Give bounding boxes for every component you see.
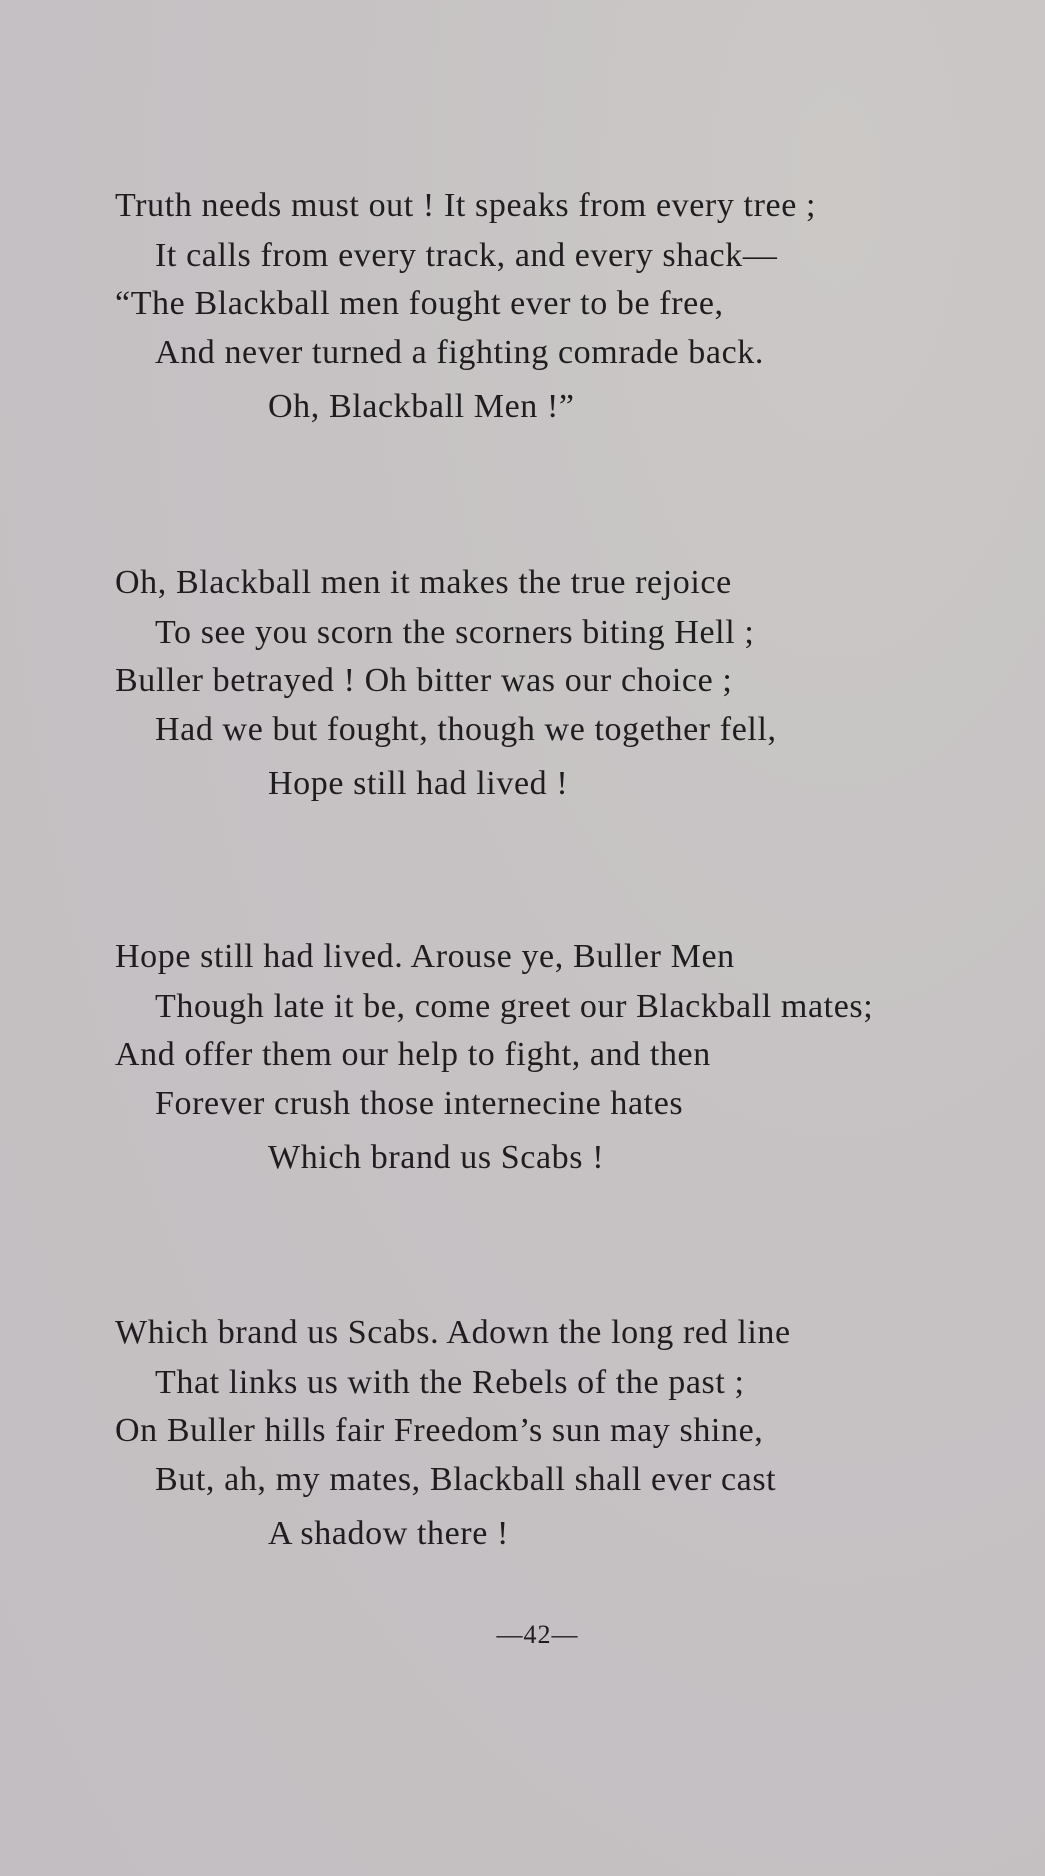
- verse-line: But, ah, my mates, Blackball shall ever cast: [155, 1461, 777, 1498]
- refrain-line: Hope still had lived !: [268, 765, 569, 802]
- verse-line: And offer them our help to fight, and then: [115, 1036, 711, 1073]
- page-number: —42—: [496, 1620, 579, 1649]
- verse-line: Oh, Blackball men it makes the true rejoice: [115, 564, 732, 601]
- verse-line: It calls from every track, and every shack—: [155, 237, 778, 274]
- refrain-line: Oh, Blackball Men !”: [268, 388, 575, 425]
- verse-line: And never turned a fighting comrade back.: [155, 334, 764, 371]
- verse-line: On Buller hills fair Freedom’s sun may shine,: [115, 1412, 764, 1449]
- verse-line: Which brand us Scabs. Adown the long red line: [115, 1314, 791, 1351]
- verse-line: Though late it be, come greet our Blackball mates;: [155, 988, 874, 1025]
- verse-line: Buller betrayed ! Oh bitter was our choice ;: [115, 662, 733, 699]
- verse-line: Hope still had lived. Arouse ye, Buller Men: [115, 938, 735, 975]
- verse-line: That links us with the Rebels of the past ;: [155, 1364, 745, 1401]
- refrain-line: A shadow there !: [268, 1515, 509, 1552]
- verse-line: Forever crush those internecine hates: [155, 1085, 684, 1122]
- verse-line: To see you scorn the scorners biting Hell ;: [155, 614, 755, 651]
- verse-line: “The Blackball men fought ever to be free,: [115, 285, 724, 322]
- verse-line: Had we but fought, though we together fell,: [155, 711, 777, 748]
- verse-line: Truth needs must out ! It speaks from every tree ;: [115, 187, 817, 224]
- refrain-line: Which brand us Scabs !: [268, 1139, 605, 1176]
